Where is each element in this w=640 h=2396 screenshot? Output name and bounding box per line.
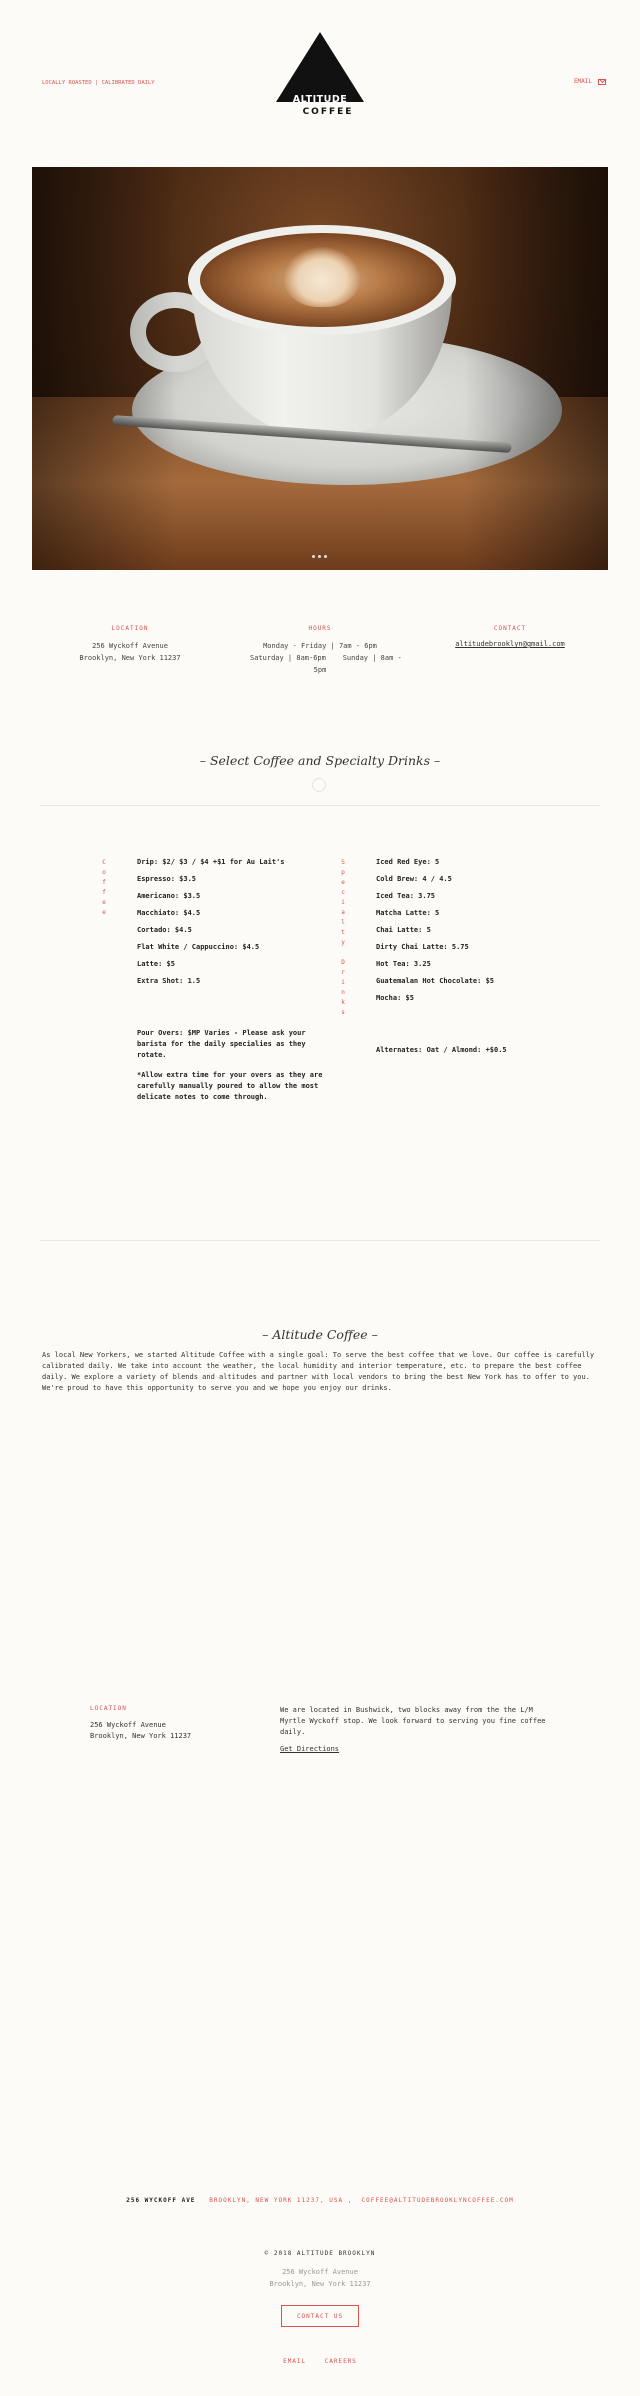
menu-item: Iced Tea: 3.75	[376, 892, 436, 900]
location-line2: Brooklyn, New York 11237	[90, 1732, 192, 1740]
menu-item: Hot Tea: 3.25	[376, 960, 431, 968]
vertical-label-letter: D	[341, 959, 345, 966]
loading-spinner-icon	[312, 778, 326, 792]
divider	[40, 1240, 600, 1241]
vertical-label-letter: s	[341, 1009, 345, 1016]
hero-image-coffee-cup	[32, 167, 608, 570]
info-hours	[250, 625, 402, 676]
vertical-label-letter: n	[341, 989, 345, 996]
footer-addr1: 256 Wyckoff Avenue	[282, 2268, 358, 2276]
menu-item: Mocha: $5	[376, 994, 414, 1002]
contact-us-button[interactable]: CONTACT US	[281, 2305, 359, 2327]
menu-item: Americano: $3.5	[137, 892, 201, 900]
menu-item: Dirty Chai Latte: 5.75	[376, 943, 469, 951]
info-hours-line1: Monday - Friday | 7am - 6pm	[263, 642, 377, 650]
vertical-label-letter: i	[341, 899, 345, 906]
get-directions-link[interactable]: Get Directions	[280, 1745, 340, 1753]
location-label: LOCATION	[90, 1705, 127, 1712]
vertical-label-letter: i	[341, 979, 345, 986]
info-contact-email-link[interactable]: altitudebrooklyn@gmail.com	[455, 640, 565, 648]
carousel-dot[interactable]	[324, 555, 327, 558]
vertical-label-letter: f	[102, 879, 106, 886]
vertical-label-letter: y	[341, 939, 345, 946]
vertical-label-letter: e	[102, 899, 106, 906]
menu-coffee-list	[137, 858, 285, 994]
menu-item: Iced Red Eye: 5	[376, 858, 440, 866]
footer-links	[0, 2358, 640, 2365]
menu-title: – Select Coffee and Specialty Drinks –	[199, 753, 441, 768]
menu-pour-over-note: Pour Overs: $MP Varies - Please ask your barista for the daily specialies as they rotate.	[137, 1029, 306, 1059]
location-block	[90, 1705, 191, 1742]
info-location-line2: Brooklyn, New York 11237	[79, 654, 181, 662]
vertical-label-letter: l	[341, 919, 345, 926]
logo-text-coffee: COFFEE	[302, 107, 354, 117]
carousel-dot[interactable]	[318, 555, 321, 558]
vertical-label-letter: c	[341, 889, 345, 896]
menu-alternates: Alternates: Oat / Almond: +$0.5	[376, 1046, 507, 1054]
info-contact-label: CONTACT	[493, 625, 527, 632]
site-logo[interactable]	[272, 30, 368, 122]
menu-item: Espresso: $3.5	[137, 875, 197, 883]
envelope-icon	[598, 79, 606, 85]
vertical-label-letter: a	[341, 909, 345, 916]
menu-coffee-vertical-label	[100, 858, 108, 918]
footer-address-bold: 256 WYCKOFF AVE	[126, 2197, 196, 2204]
header-email-link[interactable]	[574, 78, 606, 85]
info-hours-label: HOURS	[308, 625, 332, 632]
footer-addr2: Brooklyn, New York 11237	[269, 2280, 371, 2288]
info-hours-line3: 5pm	[313, 666, 327, 674]
vertical-label-letter: t	[341, 929, 345, 936]
about-text: As local New Yorkers, we started Altitude Coffee with a single goal: To serve the best coffee that we love. Our coffee is carefully calibrated daily. We take into account the weather, the local humidity and interior temperature, etc. to prepare the best coffee daily. We explore a variety of blends and altitudes and partner with local vendors to bring the best New York has to offer to you. We're proud to have this opportunity to serve you and we hope you enjoy our drinks.	[42, 1351, 595, 1392]
vertical-label-letter: e	[102, 909, 106, 916]
menu-item: Extra Shot: 1.5	[137, 977, 201, 985]
menu-item: Drip: $2/ $3 / $4 +$1 for Au Lait's	[137, 858, 285, 866]
logo-text-altitude: ALTITUDE	[292, 94, 348, 105]
vertical-label-letter: C	[102, 859, 106, 866]
location-line1: 256 Wyckoff Avenue	[90, 1721, 166, 1729]
about-title: – Altitude Coffee –	[262, 1327, 378, 1342]
vertical-label-letter: f	[102, 889, 106, 896]
menu-item: Guatemalan Hot Chocolate: $5	[376, 977, 495, 985]
menu-item: Matcha Latte: 5	[376, 909, 440, 917]
menu-item: Cortado: $4.5	[137, 926, 192, 934]
menu-specialty-list	[376, 858, 494, 1011]
hero-vignette	[32, 167, 608, 570]
info-location-label: LOCATION	[111, 625, 149, 632]
footer-email-link[interactable]: COFFEE@ALTITUDEBROOKLYNCOFFEE.COM	[361, 2197, 514, 2204]
vertical-label-letter	[339, 948, 347, 958]
footer-address-rest-link[interactable]: BROOKLYN, NEW YORK 11237, USA	[209, 2197, 344, 2204]
vertical-label-letter: e	[341, 879, 345, 886]
carousel-dots[interactable]	[312, 555, 327, 558]
header-email-label: EMAIL	[573, 78, 592, 85]
menu-item: Flat White / Cappuccino: $4.5	[137, 943, 260, 951]
footer-address-line: 256 WYCKOFF AVE BROOKLYN, NEW YORK 11237, USA , COFFEE@ALTITUDEBROOKLYNCOFFEE.COM	[126, 2197, 514, 2204]
divider	[40, 805, 600, 806]
info-contact	[440, 625, 580, 648]
footer-copyright: © 2018 ALTITUDE BROOKLYN	[264, 2250, 376, 2257]
header-tagline: LOCALLY ROASTED | CALIBRATED DAILY	[42, 80, 155, 86]
vertical-label-letter: S	[341, 859, 345, 866]
carousel-dot[interactable]	[312, 555, 315, 558]
location-description-block	[280, 1705, 550, 1755]
vertical-label-letter: r	[341, 969, 345, 976]
menu-item: Cold Brew: 4 / 4.5	[376, 875, 452, 883]
menu-pour-over-note-2: *Allow extra time for your overs as they are carefully manually poured to allow the most delicate notes to come through.	[137, 1071, 323, 1101]
vertical-label-letter: o	[102, 869, 106, 876]
mountain-logo-icon	[272, 30, 368, 102]
menu-item: Chai Latte: 5	[376, 926, 431, 934]
footer-email-nav-link[interactable]: EMAIL	[283, 2358, 307, 2365]
location-description: We are located in Bushwick, two blocks away from the the L/M Myrtle Wyckoff stop. We look forward to serving you fine coffee daily.	[280, 1706, 546, 1736]
menu-item: Macchiato: $4.5	[137, 909, 201, 917]
info-hours-line2: Saturday | 8am-6pm Sunday | 8am -	[250, 654, 402, 662]
menu-item: Latte: $5	[137, 960, 175, 968]
info-location-line1: 256 Wyckoff Avenue	[92, 642, 168, 650]
vertical-label-letter: p	[341, 869, 345, 876]
menu-specialty-vertical-label	[339, 858, 347, 1018]
footer-careers-link[interactable]: CAREERS	[324, 2358, 357, 2365]
info-location	[60, 625, 200, 664]
vertical-label-letter: k	[341, 999, 345, 1006]
